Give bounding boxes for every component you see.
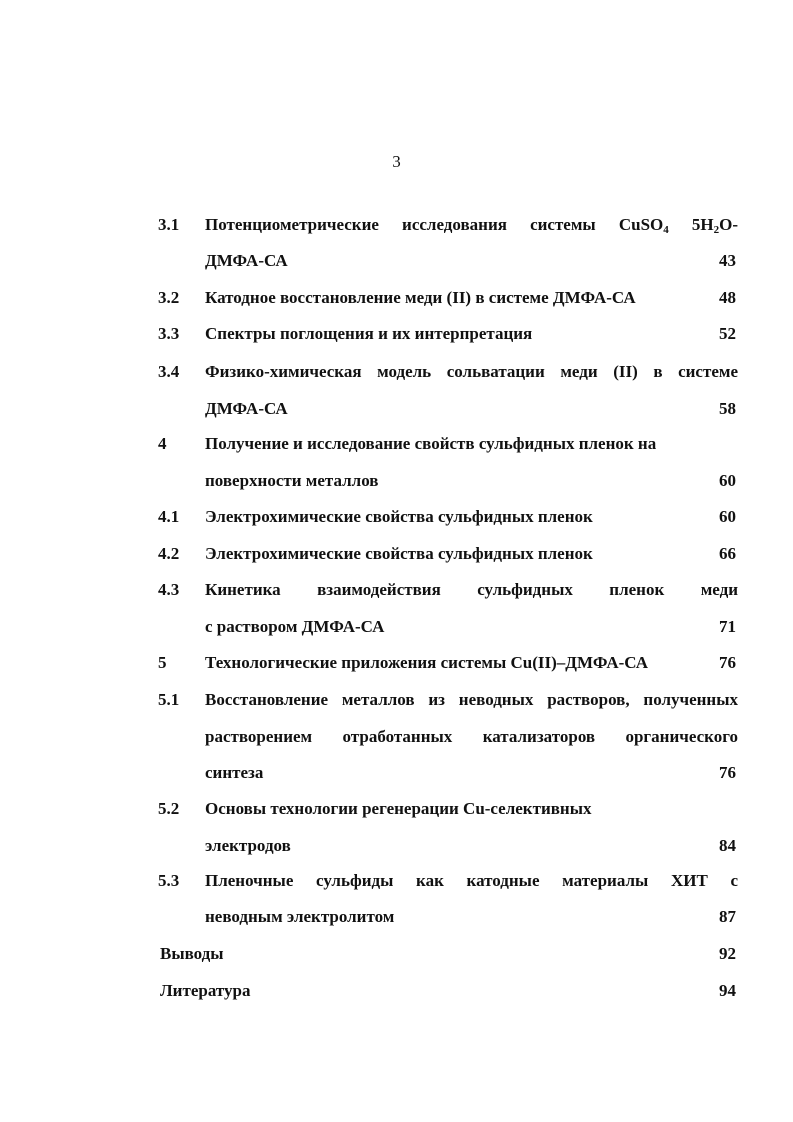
toc-title-line: электродов (205, 836, 291, 855)
toc-page: 71 (719, 617, 736, 636)
toc-title-line: Основы технологии регенерации Cu-селективных (205, 799, 592, 818)
toc-title: Выводы (160, 944, 224, 963)
toc-page: 60 (719, 471, 736, 490)
toc-title-line: Восстановление металлов из неводных растворов, полученных (205, 690, 738, 709)
toc-title-line: неводным электролитом (205, 907, 395, 926)
toc-number: 5 (158, 653, 167, 672)
toc-number: 4.3 (158, 580, 180, 599)
toc-title: Электрохимические свойства сульфидных пленок (205, 544, 593, 563)
toc-number: 3.4 (158, 362, 180, 381)
toc-page: 52 (719, 324, 736, 343)
toc-number: 4 (158, 434, 167, 453)
toc-title-line: ДМФА-СА (205, 251, 288, 270)
toc-number: 3.1 (158, 215, 180, 234)
toc-title: Технологические приложения системы Cu(II)–ДМФА-СА (205, 653, 648, 672)
toc-title-line: ДМФА-СА (205, 399, 288, 418)
toc-number: 4.2 (158, 544, 180, 563)
toc-number: 5.1 (158, 690, 180, 709)
toc-title-line: растворением отработанных катализаторов органического (205, 727, 738, 746)
toc-page: 94 (719, 981, 736, 1000)
toc-title: Электрохимические свойства сульфидных пленок (205, 507, 593, 526)
toc-number: 3.3 (158, 324, 180, 343)
toc-title: Спектры поглощения и их интерпретация (205, 324, 533, 343)
toc-title-line: Потенциометрические исследования системы CuSO$_4$ $5H_2O-$ (205, 215, 738, 236)
toc-page: 43 (719, 251, 736, 270)
toc-page: 48 (719, 288, 736, 307)
toc-page: 87 (719, 907, 736, 926)
toc-title-line: Кинетика взаимодействия сульфидных пленок меди (205, 580, 738, 599)
toc-page: 76 (719, 763, 736, 782)
toc-title-line: синтеза (205, 763, 264, 782)
toc-page: 76 (719, 653, 736, 672)
toc-title-line: Физико-химическая модель сольватации меди (II) в системе (205, 362, 738, 381)
toc-title-line: поверхности металлов (205, 471, 379, 490)
toc-page: 84 (719, 836, 736, 855)
toc-page: 92 (719, 944, 736, 963)
toc-number: 3.2 (158, 288, 180, 307)
toc-title-line: с раствором ДМФА-СА (205, 617, 385, 636)
toc-number: 5.3 (158, 871, 180, 890)
toc-number: 5.2 (158, 799, 180, 818)
toc-number: 4.1 (158, 507, 180, 526)
toc-title-line: Пленочные сульфиды как катодные материалы ХИТ с (205, 871, 738, 890)
toc-page: 66 (719, 544, 736, 563)
toc-title: Катодное восстановление меди (II) в системе ДМФА-СА (205, 288, 636, 307)
toc-title-line: Получение и исследование свойств сульфидных пленок на (205, 434, 657, 453)
toc-page: 58 (719, 399, 736, 418)
toc-title: Литература (160, 981, 251, 1000)
toc-page: 60 (719, 507, 736, 526)
page-number: 3 (392, 152, 401, 171)
